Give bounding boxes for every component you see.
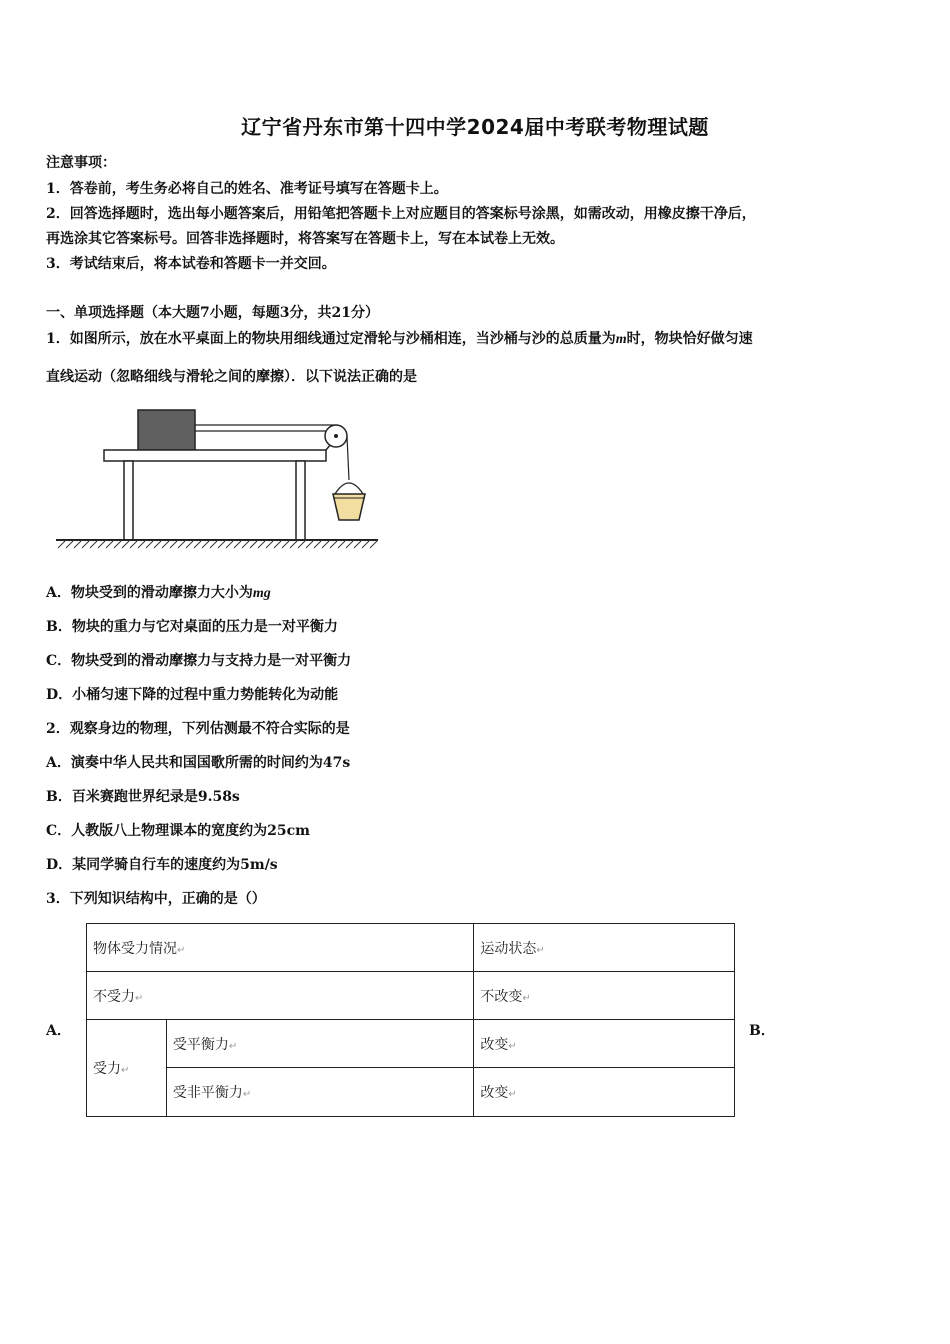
q2-option-b: B．百米赛跑世界纪录是9.58s [46, 789, 240, 805]
q1-option-c: C．物块受到的滑动摩擦力与支持力是一对平衡力 [46, 653, 352, 669]
table-cell: 受平衡力↵ [166, 1020, 474, 1068]
q1-option-d: D．小桶匀速下降的过程中重力势能转化为动能 [46, 687, 339, 703]
notice-item-2: 2．回答选择题时，选出每小题答案后，用铅笔把答题卡上对应题目的答案标号涂黑，如需改动，用橡皮擦干净后， [46, 206, 756, 222]
table-leg-left [124, 461, 133, 540]
table-cell: 改变↵ [474, 1068, 735, 1117]
table-cell: 受非平衡力↵ [166, 1068, 474, 1117]
q1-option-a-var: mg [252, 586, 271, 601]
table-cell: 不改变↵ [474, 972, 735, 1020]
table-row [87, 1068, 735, 1117]
table-group-cell: 受力↵ [87, 1020, 167, 1117]
section-heading: 一、单项选择题（本大题7小题，每题3分，共21分） [46, 305, 379, 321]
table-cell: 改变↵ [474, 1020, 735, 1068]
table-pulley-figure [48, 398, 388, 558]
q3-option-a-label: A． [46, 1023, 71, 1039]
q1-option-a [46, 582, 271, 602]
q1-stem-part-a: 1．如图所示，放在水平桌面上的物块用细线通过定滑轮与沙桶相连，当沙桶与沙的总质量为 [46, 331, 616, 347]
q2-option-c: C．人教版八上物理课本的宽度约为25cm [46, 823, 310, 839]
string-vertical [347, 436, 349, 480]
table-header-motion: 运动状态↵ [474, 924, 735, 972]
q1-option-b: B．物块的重力与它对桌面的压力是一对平衡力 [46, 619, 338, 635]
notice-heading: 注意事项： [46, 155, 116, 171]
table-row [87, 924, 735, 972]
notice-item-3: 3．考试结束后，将本试卷和答题卡一并交回。 [46, 256, 336, 272]
q2-option-d: D．某同学骑自行车的速度约为5m/s [46, 857, 278, 873]
ground-hatch [58, 540, 378, 548]
q3-stem: 3．下列知识结构中，正确的是（） [46, 891, 266, 907]
page-title: 辽宁省丹东市第十四中学2024届中考联考物理试题 [241, 115, 709, 139]
table-leg-right [296, 461, 305, 540]
table-top [104, 450, 326, 461]
q1-stem-line1 [46, 328, 753, 348]
bucket-handle [335, 483, 363, 494]
block [138, 410, 195, 450]
q1-option-a-text: A．物块受到的滑动摩擦力大小为 [46, 585, 253, 601]
q2-stem: 2．观察身边的物理，下列估测最不符合实际的是 [46, 721, 350, 737]
table-cell: 不受力↵ [87, 972, 474, 1020]
table-row [87, 972, 735, 1020]
q2-option-a: A．演奏中华人民共和国国歌所需的时间约为47s [46, 755, 351, 771]
q1-stem-part-b: 时，物块恰好做匀速 [626, 331, 753, 347]
q1-stem-line2: 直线运动（忽略细线与滑轮之间的摩擦）．以下说法正确的是 [46, 369, 417, 385]
notice-item-1: 1．答卷前，考生务必将自己的姓名、准考证号填写在答题卡上。 [46, 181, 448, 197]
knowledge-structure-table [86, 923, 735, 1117]
table-header-force: 物体受力情况↵ [87, 924, 474, 972]
q1-stem-var: m [615, 332, 627, 347]
q3-option-b-label: B． [749, 1023, 775, 1039]
notice-item-2-cont: 再选涂其它答案标号。回答非选择题时，将答案写在答题卡上，写在本试卷上无效。 [46, 231, 564, 247]
table-row [87, 1020, 735, 1068]
pulley-axle [334, 434, 338, 438]
